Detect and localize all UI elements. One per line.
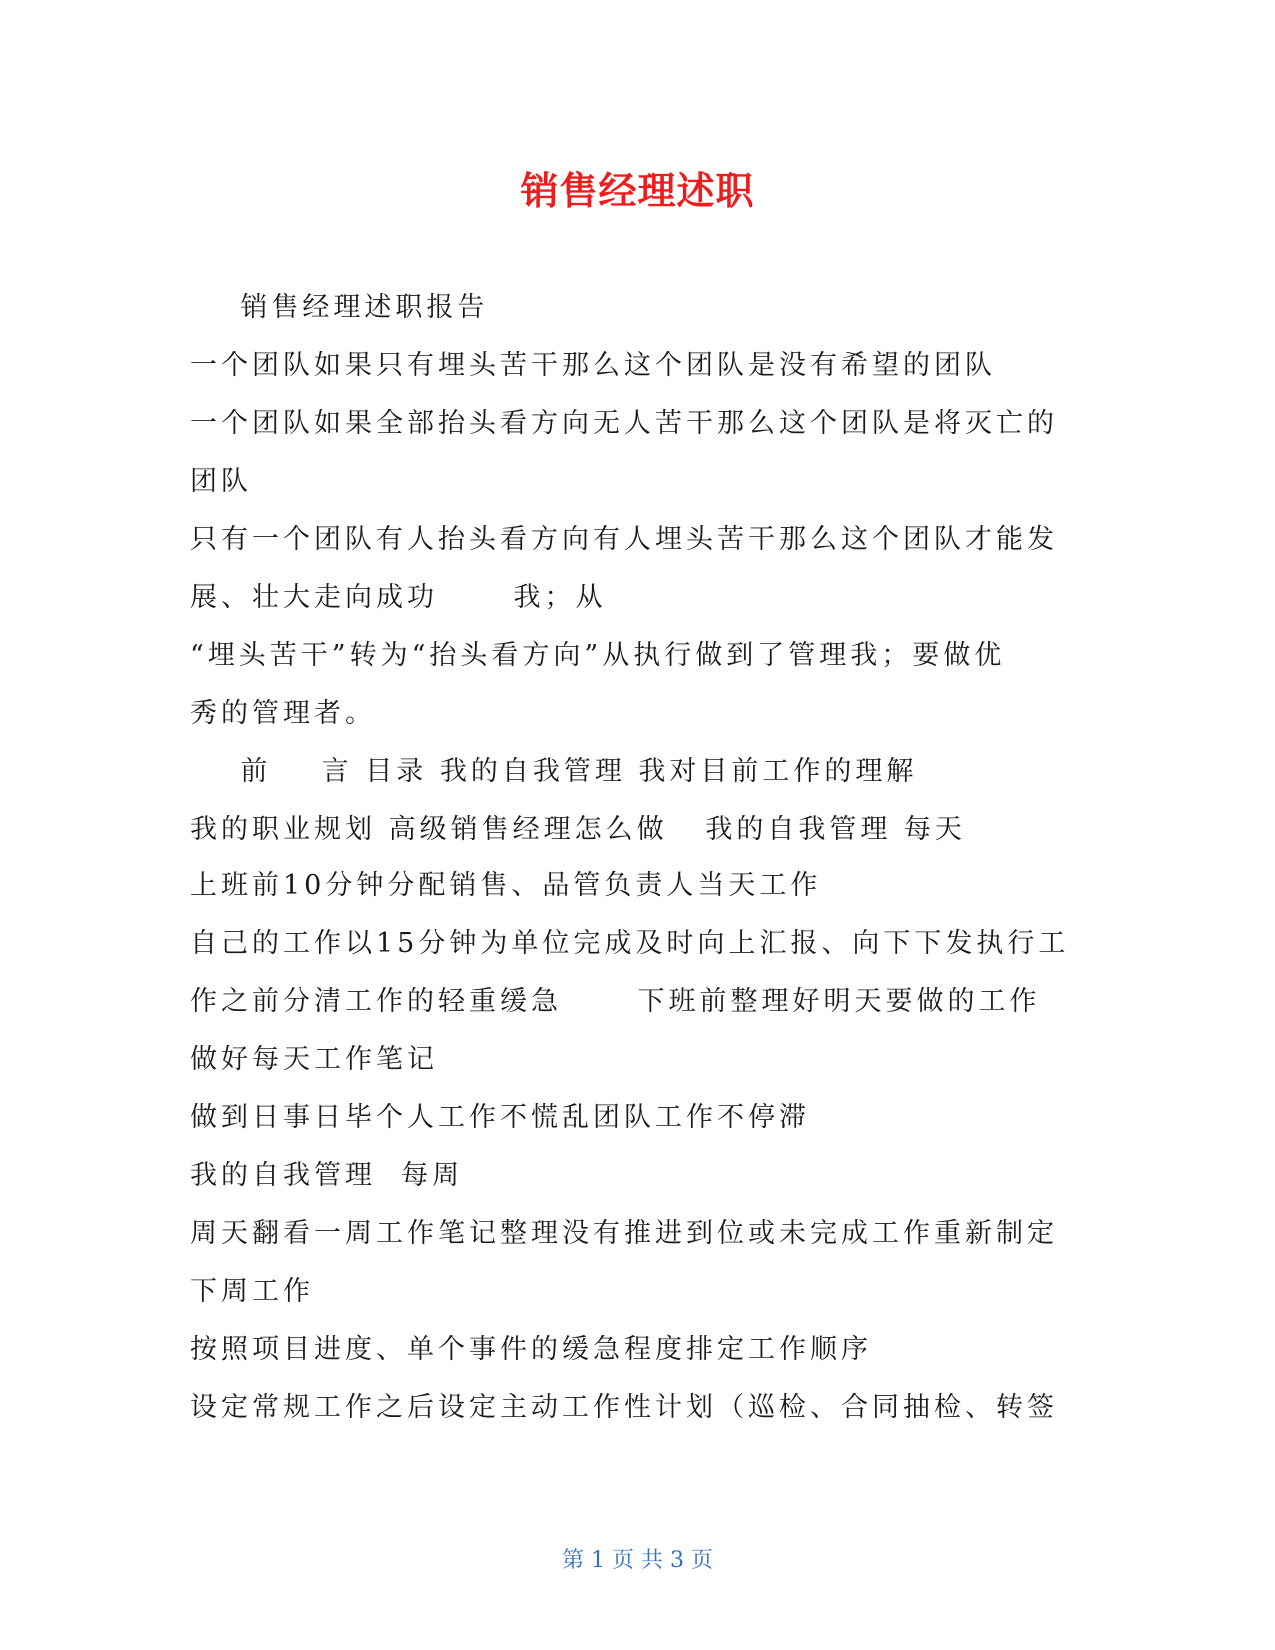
body-line: 我的自我管理 每周 [190, 1160, 464, 1191]
body-line: “埋头苦干”转为“抬头看方向”从执行做到了管理我；要做优 [190, 640, 1006, 671]
body-line: 只有一个团队有人抬头看方向有人埋头苦干那么这个团队才能发 [190, 524, 1058, 555]
body-line: 一个团队如果全部抬头看方向无人苦干那么这个团队是将灭亡的 [190, 408, 1058, 439]
body-line: 按照项目进度、单个事件的缓急程度排定工作顺序 [190, 1334, 872, 1365]
page-number-footer: 第 1 页 共 3 页 [562, 1548, 713, 1573]
body-line: 做到日事日毕个人工作不慌乱团队工作不停滞 [190, 1102, 810, 1133]
body-line: 周天翻看一周工作笔记整理没有推进到位或未完成工作重新制定 [190, 1218, 1058, 1249]
body-line: 设定常规工作之后设定主动工作性计划（巡检、合同抽检、转签 [190, 1392, 1058, 1423]
body-line: 展、壮大走向成功 我；从 [190, 582, 607, 613]
body-line: 一个团队如果只有埋头苦干那么这个团队是没有希望的团队 [190, 350, 996, 381]
body-line: 作之前分清工作的轻重缓急 下班前整理好明天要做的工作 [190, 986, 1041, 1017]
body-line: 自己的工作以15分钟为单位完成及时向上汇报、向下下发执行工 [190, 928, 1070, 959]
document-title: 销售经理述职 [520, 169, 755, 213]
body-line: 秀的管理者。 [190, 698, 376, 729]
body-line: 我的职业规划 高级销售经理怎么做 我的自我管理 每天 [190, 814, 966, 845]
body-line: 下周工作 [190, 1276, 314, 1307]
body-line: 销售经理述职报告 [190, 292, 489, 323]
body-line: 团队 [190, 466, 252, 497]
body-line: 做好每天工作笔记 [190, 1044, 438, 1075]
body-line: 前 言 目录 我的自我管理 我对目前工作的理解 [190, 756, 918, 787]
body-line: 上班前10分钟分配销售、品管负责人当天工作 [190, 870, 822, 901]
